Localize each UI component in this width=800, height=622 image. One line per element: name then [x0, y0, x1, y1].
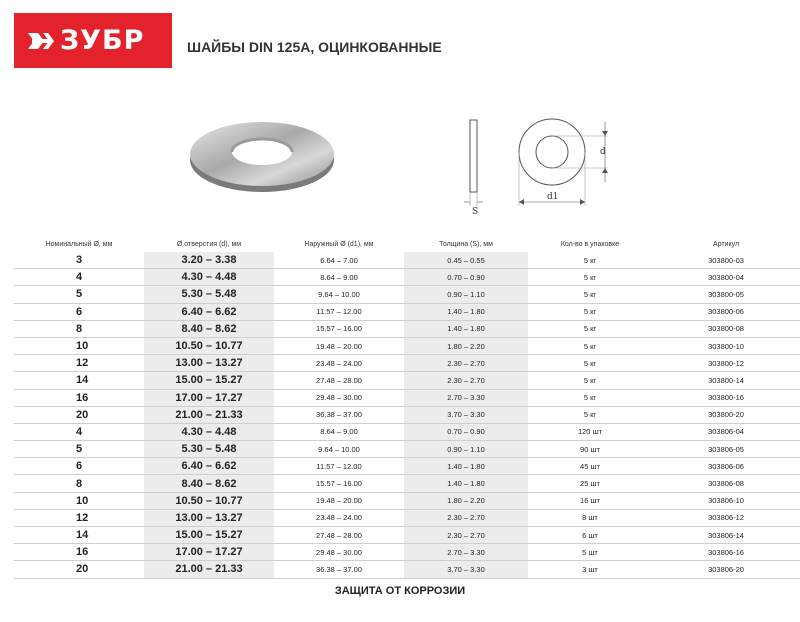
cell-hole-diameter: 21.00 – 21.33 — [144, 561, 274, 578]
brand-name: ЗУБР — [60, 25, 145, 56]
label-d: d — [600, 147, 606, 157]
cell-nominal: 8 — [14, 475, 144, 492]
table-row — [14, 389, 800, 406]
cell-nominal: 16 — [14, 389, 144, 406]
cell-package-qty: 5 кг — [528, 269, 652, 286]
cell-nominal: 4 — [14, 269, 144, 286]
table-row — [14, 423, 800, 440]
cell-article: 303800-10 — [652, 337, 800, 354]
cell-thickness: 2.30 – 2.70 — [404, 372, 528, 389]
label-s: S — [472, 207, 479, 217]
cell-article: 303800-20 — [652, 406, 800, 423]
cell-nominal: 5 — [14, 441, 144, 458]
cell-thickness: 2.30 – 2.70 — [404, 355, 528, 372]
cell-thickness: 1.80 – 2.20 — [404, 492, 528, 509]
cell-article: 303800-05 — [652, 286, 800, 303]
cell-thickness: 0.45 – 0.55 — [404, 252, 528, 269]
cell-nominal: 3 — [14, 252, 144, 269]
cell-thickness: 2.30 – 2.70 — [404, 527, 528, 544]
cell-outer-diameter: 19.48 – 20.00 — [274, 492, 404, 509]
cell-package-qty: 5 шт — [528, 544, 652, 561]
table-row — [14, 252, 800, 269]
cell-thickness: 1.40 – 1.80 — [404, 303, 528, 320]
cell-article: 303806-04 — [652, 423, 800, 440]
cell-package-qty: 5 кг — [528, 355, 652, 372]
washer-side-view — [460, 118, 500, 218]
cell-article: 303806-14 — [652, 527, 800, 544]
cell-hole-diameter: 17.00 – 17.27 — [144, 544, 274, 561]
cell-nominal: 12 — [14, 509, 144, 526]
cell-outer-diameter: 36.38 – 37.00 — [274, 561, 404, 578]
header-thickness: Толщина (S), мм — [439, 240, 493, 248]
cell-hole-diameter: 5.30 – 5.48 — [144, 441, 274, 458]
cell-article: 303806-12 — [652, 509, 800, 526]
specs-table — [14, 236, 800, 579]
table-row — [14, 527, 800, 544]
table-row — [14, 320, 800, 337]
washer-front-view — [510, 110, 620, 215]
cell-article: 303800-14 — [652, 372, 800, 389]
brand-emblem-icon — [28, 31, 54, 51]
cell-article: 303800-12 — [652, 355, 800, 372]
cell-package-qty: 90 шт — [528, 441, 652, 458]
cell-hole-diameter: 8.40 – 8.62 — [144, 320, 274, 337]
cell-outer-diameter: 15.57 – 16.00 — [274, 475, 404, 492]
table-row — [14, 406, 800, 423]
cell-hole-diameter: 3.20 – 3.38 — [144, 252, 274, 269]
cell-thickness: 0.90 – 1.10 — [404, 441, 528, 458]
cell-nominal: 8 — [14, 320, 144, 337]
table-header-row — [14, 236, 800, 252]
table-row — [14, 441, 800, 458]
cell-article: 303800-03 — [652, 252, 800, 269]
cell-nominal: 20 — [14, 561, 144, 578]
cell-article: 303800-16 — [652, 389, 800, 406]
cell-article: 303800-06 — [652, 303, 800, 320]
cell-outer-diameter: 9.64 – 10.00 — [274, 286, 404, 303]
cell-package-qty: 25 шт — [528, 475, 652, 492]
cell-nominal: 6 — [14, 458, 144, 475]
cell-thickness: 3.70 – 3.30 — [404, 406, 528, 423]
cell-outer-diameter: 36.38 – 37.00 — [274, 406, 404, 423]
cell-package-qty: 16 шт — [528, 492, 652, 509]
cell-thickness: 0.90 – 1.10 — [404, 286, 528, 303]
table-row — [14, 492, 800, 509]
cell-hole-diameter: 15.00 – 15.27 — [144, 372, 274, 389]
cell-package-qty: 5 кг — [528, 252, 652, 269]
cell-package-qty: 5 кг — [528, 406, 652, 423]
header-hole-diameter: Ø отверстия (d), мм — [176, 240, 242, 248]
table-row — [14, 303, 800, 320]
cell-outer-diameter: 27.48 – 28.00 — [274, 527, 404, 544]
cell-outer-diameter: 15.57 – 16.00 — [274, 320, 404, 337]
table-row — [14, 561, 800, 578]
cell-nominal: 16 — [14, 544, 144, 561]
cell-hole-diameter: 13.00 – 13.27 — [144, 509, 274, 526]
cell-outer-diameter: 9.64 – 10.00 — [274, 441, 404, 458]
cell-thickness: 2.70 – 3.30 — [404, 544, 528, 561]
table-row — [14, 355, 800, 372]
cell-package-qty: 5 кг — [528, 303, 652, 320]
cell-thickness: 1.40 – 1.80 — [404, 475, 528, 492]
cell-nominal: 10 — [14, 337, 144, 354]
cell-thickness: 1.40 – 1.80 — [404, 458, 528, 475]
cell-outer-diameter: 23.48 – 24.00 — [274, 355, 404, 372]
cell-hole-diameter: 5.30 – 5.48 — [144, 286, 274, 303]
cell-hole-diameter: 10.50 – 10.77 — [144, 492, 274, 509]
cell-outer-diameter: 29.48 – 30.00 — [274, 544, 404, 561]
cell-nominal: 14 — [14, 372, 144, 389]
cell-hole-diameter: 4.30 – 4.48 — [144, 423, 274, 440]
washer-photo — [187, 112, 337, 197]
cell-article: 303806-06 — [652, 458, 800, 475]
cell-nominal: 14 — [14, 527, 144, 544]
header-nominal: Номинальный Ø, мм — [45, 240, 113, 248]
cell-package-qty: 3 шт — [528, 561, 652, 578]
brand-logo — [14, 13, 172, 68]
cell-article: 303800-04 — [652, 269, 800, 286]
table-row — [14, 269, 800, 286]
cell-package-qty: 5 кг — [528, 389, 652, 406]
cell-package-qty: 120 шт — [528, 423, 652, 440]
header-article: Артикул — [712, 240, 740, 248]
header-package-qty: Кол-во в упаковке — [560, 240, 620, 248]
cell-package-qty: 5 кг — [528, 372, 652, 389]
table-row — [14, 286, 800, 303]
cell-package-qty: 6 шт — [528, 527, 652, 544]
cell-package-qty: 5 кг — [528, 337, 652, 354]
cell-outer-diameter: 8.64 – 9.00 — [274, 269, 404, 286]
table-row — [14, 544, 800, 561]
cell-nominal: 6 — [14, 303, 144, 320]
label-d1: d1 — [547, 192, 559, 202]
cell-article: 303806-05 — [652, 441, 800, 458]
table-row — [14, 509, 800, 526]
cell-outer-diameter: 29.48 – 30.00 — [274, 389, 404, 406]
cell-thickness: 2.70 – 3.30 — [404, 389, 528, 406]
table-row — [14, 458, 800, 475]
cell-nominal: 12 — [14, 355, 144, 372]
cell-hole-diameter: 4.30 – 4.48 — [144, 269, 274, 286]
cell-thickness: 3.70 – 3.30 — [404, 561, 528, 578]
cell-hole-diameter: 6.40 – 6.62 — [144, 303, 274, 320]
cell-nominal: 10 — [14, 492, 144, 509]
cell-outer-diameter: 8.64 – 9.00 — [274, 423, 404, 440]
cell-thickness: 0.70 – 0.90 — [404, 423, 528, 440]
table-row — [14, 372, 800, 389]
cell-outer-diameter: 23.48 – 24.00 — [274, 509, 404, 526]
table-row — [14, 337, 800, 354]
cell-thickness: 2.30 – 2.70 — [404, 509, 528, 526]
cell-article: 303800-08 — [652, 320, 800, 337]
cell-package-qty: 8 шт — [528, 509, 652, 526]
cell-article: 303806-10 — [652, 492, 800, 509]
cell-article: 303806-08 — [652, 475, 800, 492]
cell-nominal: 4 — [14, 423, 144, 440]
page-title: ШАЙБЫ DIN 125А, ОЦИНКОВАННЫЕ — [187, 39, 442, 55]
cell-package-qty: 5 кг — [528, 320, 652, 337]
cell-thickness: 1.40 – 1.80 — [404, 320, 528, 337]
cell-nominal: 20 — [14, 406, 144, 423]
cell-outer-diameter: 27.48 – 28.00 — [274, 372, 404, 389]
cell-hole-diameter: 8.40 – 8.62 — [144, 475, 274, 492]
cell-nominal: 5 — [14, 286, 144, 303]
cell-thickness: 0.70 – 0.90 — [404, 269, 528, 286]
cell-hole-diameter: 13.00 – 13.27 — [144, 355, 274, 372]
footer-tagline: ЗАЩИТА ОТ КОРРОЗИИ — [334, 585, 466, 597]
cell-article: 303806-16 — [652, 544, 800, 561]
cell-outer-diameter: 6.64 – 7.00 — [274, 252, 404, 269]
cell-outer-diameter: 19.48 – 20.00 — [274, 337, 404, 354]
cell-package-qty: 45 шт — [528, 458, 652, 475]
cell-hole-diameter: 17.00 – 17.27 — [144, 389, 274, 406]
cell-outer-diameter: 11.57 – 12.00 — [274, 303, 404, 320]
cell-article: 303806-20 — [652, 561, 800, 578]
cell-hole-diameter: 10.50 – 10.77 — [144, 337, 274, 354]
cell-package-qty: 5 кг — [528, 286, 652, 303]
table-row — [14, 475, 800, 492]
cell-hole-diameter: 15.00 – 15.27 — [144, 527, 274, 544]
cell-outer-diameter: 11.57 – 12.00 — [274, 458, 404, 475]
cell-hole-diameter: 6.40 – 6.62 — [144, 458, 274, 475]
header-outer-diameter: Наружный Ø (d1), мм — [304, 240, 374, 248]
cell-hole-diameter: 21.00 – 21.33 — [144, 406, 274, 423]
cell-thickness: 1.80 – 2.20 — [404, 337, 528, 354]
